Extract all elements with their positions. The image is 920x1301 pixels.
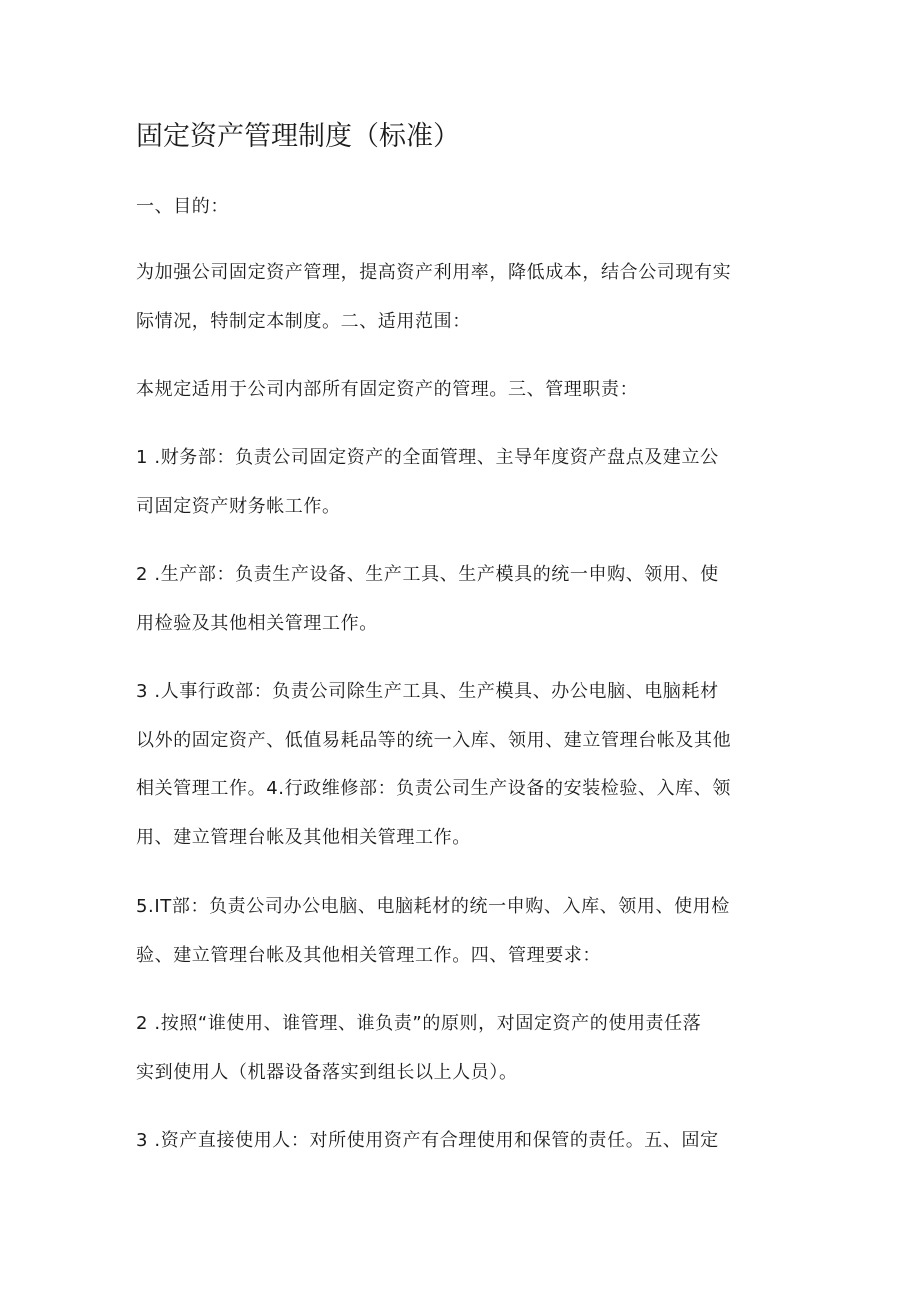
- text-line: 3 .资产直接使用人：对所使用资产有合理使用和保管的责任。五、固定: [136, 1130, 719, 1151]
- text-line: 用检验及其他相关管理工作。: [136, 612, 378, 634]
- text-line: 司固定资产财务帐工作。: [136, 495, 341, 517]
- section-purpose-heading: [136, 183, 796, 232]
- text-line: 5.IT部：负责公司办公电脑、电脑耗材的统一申购、入库、领用、使用检: [136, 896, 730, 917]
- text-line: 一、目的：: [136, 196, 229, 217]
- paragraph-purpose: [136, 249, 796, 346]
- text-line: 1 .财务部：负责公司固定资产的全面管理、主导年度资产盘点及建立公: [136, 447, 719, 468]
- document-title: 固定资产管理制度（标准）: [136, 121, 460, 152]
- text-line: 2 .按照“谁使用、谁管理、谁负责”的原则，对固定资产的使用责任落: [136, 1013, 702, 1034]
- text-line: 相关管理工作。4.行政维修部：负责公司生产设备的安装检验、入库、领: [136, 778, 731, 799]
- text-line: 以外的固定资产、低值易耗品等的统一入库、领用、建立管理台帐及其他: [136, 729, 732, 751]
- paragraph-scope: [136, 366, 796, 415]
- text-line: 为加强公司固定资产管理，提高资产利用率，降低成本，结合公司现有实: [136, 262, 732, 283]
- paragraph-finance-duty: [136, 434, 796, 531]
- paragraph-production-duty: [136, 551, 796, 648]
- text-line: 3 .人事行政部：负责公司除生产工具、生产模具、办公电脑、电脑耗材: [136, 681, 719, 702]
- paragraph-hr-admin-duty: [136, 668, 796, 862]
- text-line: 验、建立管理台帐及其他相关管理工作。四、管理要求：: [136, 944, 601, 966]
- text-line: 实到使用人（机器设备落实到组长以上人员）。: [136, 1061, 518, 1083]
- paragraph-it-duty: [136, 883, 796, 980]
- text-line: 用、建立管理台帐及其他相关管理工作。: [136, 826, 471, 848]
- text-line: 际情况，特制定本制度。二、适用范围：: [136, 310, 471, 332]
- text-line: 本规定适用于公司内部所有固定资产的管理。三、管理职责：: [136, 379, 639, 400]
- paragraph-responsibility-principle: [136, 1000, 796, 1097]
- text-line: 2 .生产部：负责生产设备、生产工具、生产模具的统一申购、领用、使: [136, 564, 719, 585]
- paragraph-direct-user: [136, 1117, 796, 1166]
